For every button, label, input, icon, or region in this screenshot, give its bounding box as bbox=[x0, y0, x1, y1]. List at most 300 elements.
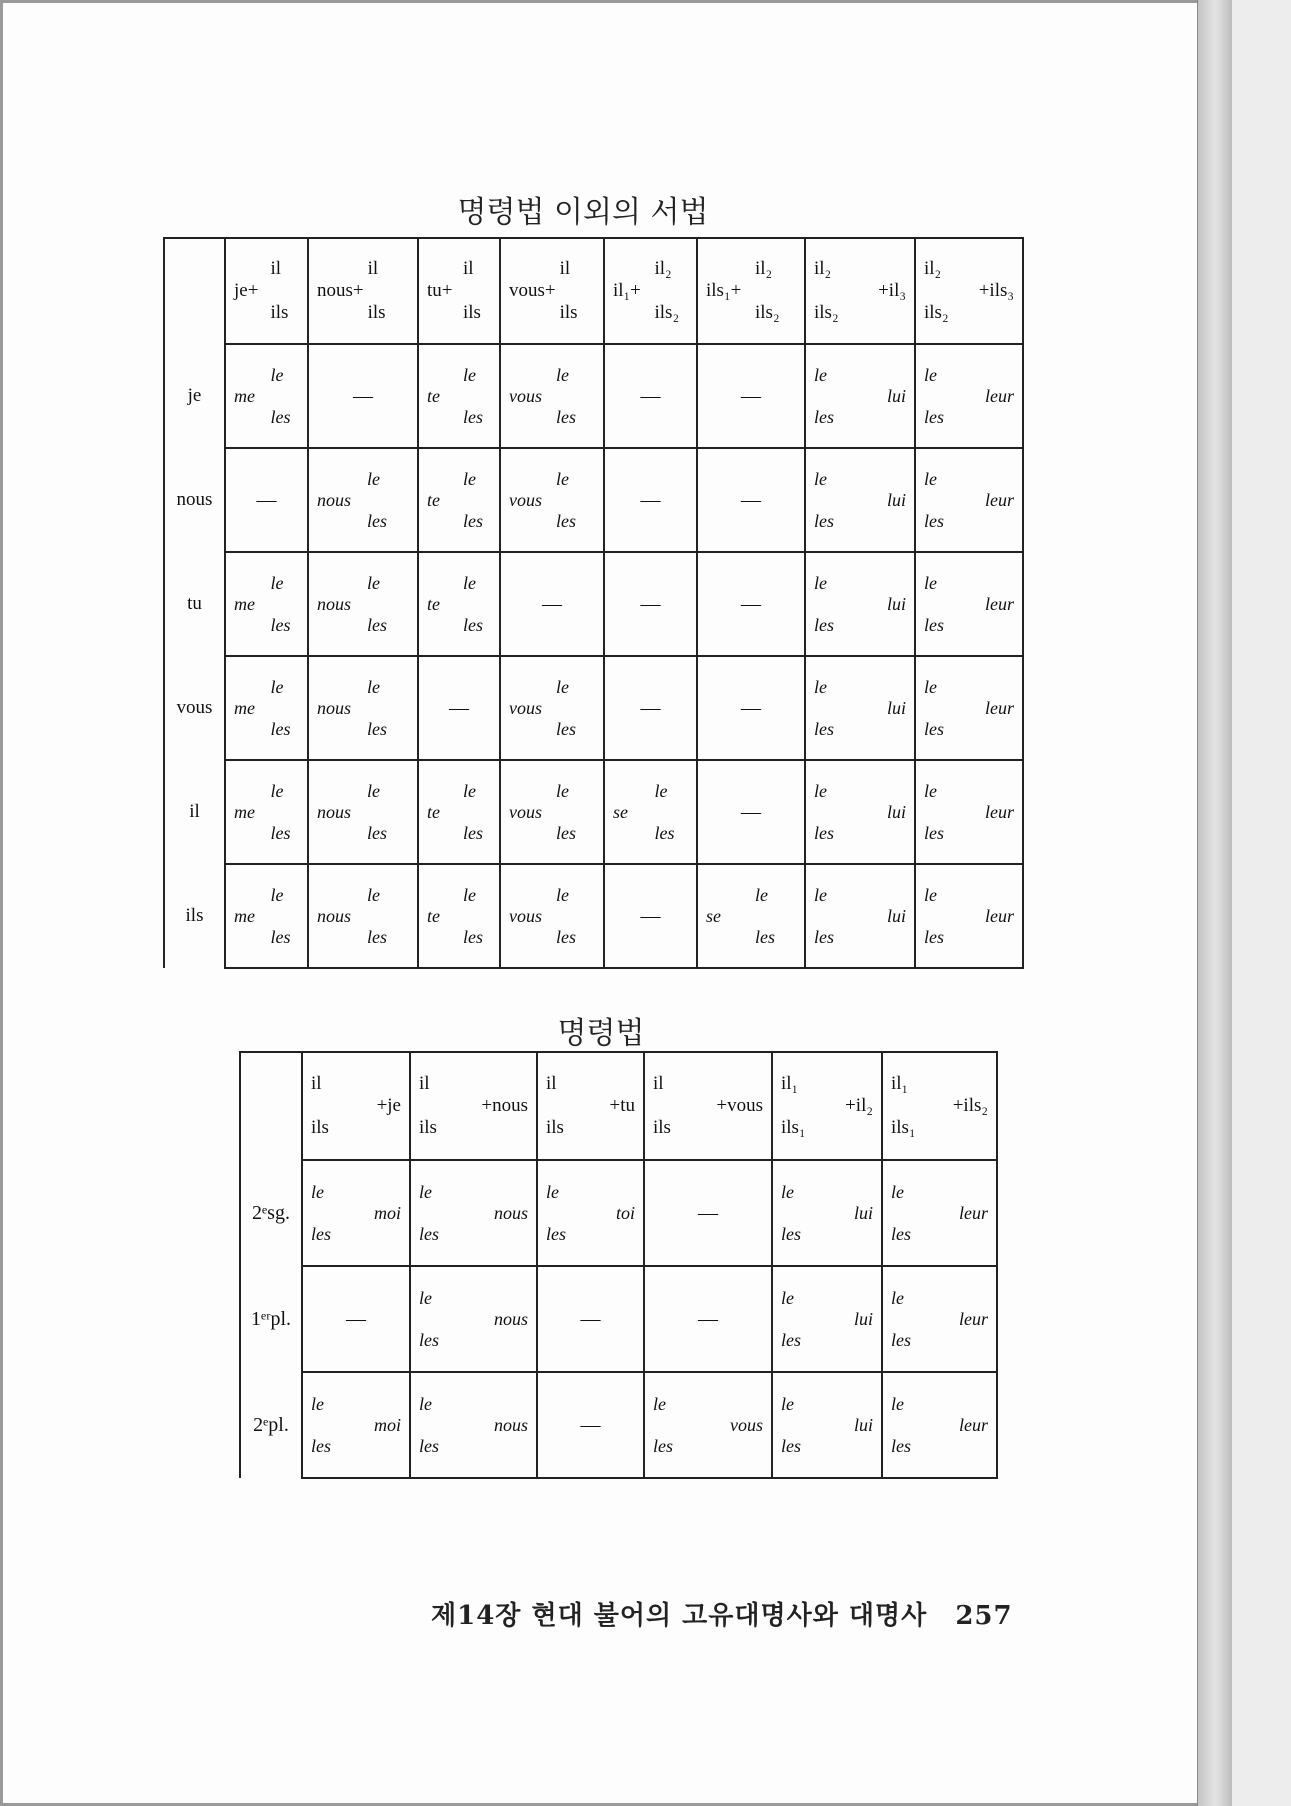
pronoun-top: le bbox=[367, 780, 380, 801]
table-cell bbox=[418, 448, 500, 552]
table-cell bbox=[418, 864, 500, 968]
column-header bbox=[772, 1052, 882, 1160]
header-main: je+ bbox=[234, 280, 259, 301]
table-cell bbox=[604, 344, 697, 448]
row-label: je bbox=[164, 344, 225, 448]
pronoun-bottom: les bbox=[924, 510, 944, 531]
table-cell bbox=[697, 448, 805, 552]
row-label: 2ᵉsg. bbox=[240, 1160, 302, 1266]
table1-title: 명령법 이외의 서법 bbox=[457, 195, 709, 230]
header-top: il bbox=[463, 258, 474, 279]
column-header bbox=[882, 1052, 997, 1160]
column-header bbox=[225, 238, 308, 344]
table-row bbox=[240, 1160, 997, 1266]
pronoun-bottom: les bbox=[463, 926, 483, 947]
table-cell bbox=[604, 864, 697, 968]
table-cell bbox=[805, 552, 915, 656]
pronoun-top: le bbox=[270, 884, 284, 905]
header-bottom: ils bbox=[463, 302, 481, 323]
pronoun-top: le bbox=[546, 1181, 559, 1202]
table-cell bbox=[302, 1160, 410, 1266]
dash-mark: — bbox=[640, 904, 661, 927]
header-bottom: ils bbox=[367, 302, 386, 323]
table-cell bbox=[805, 864, 915, 968]
pronoun-bottom: les bbox=[924, 822, 944, 843]
column-header bbox=[302, 1052, 410, 1160]
pronoun-main: vous bbox=[509, 905, 542, 926]
pronoun-bottom: les bbox=[270, 926, 291, 947]
header-bottom: ils bbox=[311, 1117, 329, 1138]
header-bottom: ils₂ bbox=[755, 302, 780, 323]
pronoun-top: le bbox=[367, 676, 380, 697]
pronoun-top: le bbox=[556, 468, 569, 489]
pronoun-top: le bbox=[814, 468, 827, 489]
pronoun-bottom: les bbox=[556, 718, 576, 739]
chapter-title: 제14장 현대 불어의 고유대명사와 대명사 bbox=[431, 1601, 928, 1631]
table-cell bbox=[500, 448, 604, 552]
corner-cell bbox=[240, 1052, 302, 1160]
pronoun-bottom: les bbox=[924, 614, 944, 635]
table-row bbox=[164, 656, 1023, 760]
table-cell bbox=[915, 864, 1023, 968]
header-main: +vous bbox=[716, 1095, 763, 1116]
header-top: il bbox=[559, 258, 571, 279]
row-label: vous bbox=[164, 656, 225, 760]
pronoun-main: me bbox=[234, 385, 255, 406]
table-cell bbox=[772, 1372, 882, 1478]
pronoun-top: le bbox=[419, 1287, 432, 1308]
dash-mark: — bbox=[741, 384, 761, 407]
dash-mark: — bbox=[256, 488, 277, 511]
dash-mark: — bbox=[353, 384, 373, 407]
pronoun-top: le bbox=[814, 676, 827, 697]
header-row bbox=[164, 238, 1023, 344]
header-bottom: ils bbox=[559, 302, 578, 323]
pronoun-main: se bbox=[613, 801, 628, 822]
pronoun-bottom: les bbox=[463, 614, 483, 635]
pronoun-bottom: les bbox=[924, 926, 944, 947]
pronoun-top: le bbox=[924, 884, 937, 905]
pronoun-bottom: les bbox=[556, 926, 576, 947]
non-imperative-table bbox=[163, 237, 1024, 969]
pronoun-bottom: les bbox=[814, 822, 834, 843]
dash-mark: — bbox=[449, 696, 469, 719]
header-top: il₂ bbox=[654, 258, 672, 279]
table-cell bbox=[500, 864, 604, 968]
pronoun-top: le bbox=[419, 1393, 432, 1414]
row-label: tu bbox=[164, 552, 225, 656]
header-main: ils₁+ bbox=[706, 280, 742, 301]
pronoun-bottom: les bbox=[270, 614, 291, 635]
table-cell bbox=[915, 656, 1023, 760]
dash-mark: — bbox=[640, 592, 661, 615]
pronoun-top: le bbox=[556, 884, 569, 905]
pronoun-main: leur bbox=[985, 905, 1014, 926]
pronoun-bottom: les bbox=[367, 718, 387, 739]
table-cell bbox=[225, 344, 308, 448]
pronoun-bottom: les bbox=[781, 1329, 801, 1350]
table-cell bbox=[418, 656, 500, 760]
pronoun-top: le bbox=[924, 572, 937, 593]
table-cell bbox=[537, 1266, 644, 1372]
pronoun-bottom: les bbox=[891, 1329, 911, 1350]
pronoun-bottom: les bbox=[781, 1435, 801, 1456]
header-bottom: ils bbox=[270, 302, 289, 323]
table2-title: 명령법 bbox=[557, 1016, 645, 1051]
table-row bbox=[164, 344, 1023, 448]
pronoun-bottom: les bbox=[367, 926, 387, 947]
pronoun-main: te bbox=[427, 593, 440, 614]
pronoun-main: lui bbox=[886, 489, 906, 510]
pronoun-bottom: les bbox=[781, 1223, 801, 1244]
row-label: ils bbox=[164, 864, 225, 968]
table-cell bbox=[882, 1160, 997, 1266]
pronoun-top: le bbox=[653, 1393, 666, 1414]
pronoun-main: lui bbox=[853, 1202, 873, 1223]
table-cell bbox=[805, 448, 915, 552]
table-cell bbox=[805, 760, 915, 864]
table-row bbox=[240, 1372, 997, 1478]
pronoun-main: lui bbox=[886, 697, 906, 718]
dash-mark: — bbox=[346, 1307, 366, 1330]
row-label: nous bbox=[164, 448, 225, 552]
pronoun-top: le bbox=[814, 780, 827, 801]
pronoun-top: le bbox=[924, 468, 937, 489]
dash-mark: — bbox=[580, 1307, 601, 1330]
pronoun-top: le bbox=[463, 572, 476, 593]
pronoun-bottom: les bbox=[367, 510, 387, 531]
table-cell bbox=[302, 1372, 410, 1478]
pronoun-main: leur bbox=[985, 801, 1014, 822]
pronoun-top: le bbox=[311, 1393, 324, 1414]
pronoun-main: nous bbox=[493, 1414, 528, 1435]
header-top: il bbox=[311, 1073, 322, 1094]
table-cell bbox=[882, 1372, 997, 1478]
pronoun-main: te bbox=[427, 801, 440, 822]
dash-mark: — bbox=[698, 1201, 718, 1224]
pronoun-bottom: les bbox=[419, 1329, 439, 1350]
pronoun-bottom: les bbox=[311, 1223, 331, 1244]
pronoun-main: moi bbox=[374, 1202, 401, 1223]
table-cell bbox=[915, 552, 1023, 656]
column-header bbox=[410, 1052, 537, 1160]
column-header bbox=[604, 238, 697, 344]
pronoun-top: le bbox=[419, 1181, 432, 1202]
pronoun-top: le bbox=[891, 1287, 904, 1308]
header-bottom: ils₂ bbox=[924, 302, 949, 323]
header-top: il₁ bbox=[781, 1073, 799, 1094]
pronoun-top: le bbox=[463, 364, 476, 385]
header-bottom: ils₁ bbox=[891, 1117, 916, 1138]
table-cell bbox=[604, 656, 697, 760]
table-row bbox=[240, 1266, 997, 1372]
table-cell bbox=[915, 760, 1023, 864]
table-cell bbox=[418, 552, 500, 656]
header-bottom: ils₂ bbox=[814, 302, 839, 323]
table-row bbox=[164, 864, 1023, 968]
pronoun-top: le bbox=[556, 780, 569, 801]
table-cell bbox=[308, 656, 418, 760]
table-cell bbox=[644, 1160, 772, 1266]
pronoun-bottom: les bbox=[270, 822, 291, 843]
table-cell bbox=[225, 448, 308, 552]
header-main: nous+ bbox=[317, 280, 364, 301]
pronoun-bottom: les bbox=[891, 1435, 911, 1456]
table-cell bbox=[697, 656, 805, 760]
dash-mark: — bbox=[580, 1413, 601, 1436]
column-header bbox=[805, 238, 915, 344]
pronoun-main: lui bbox=[853, 1414, 873, 1435]
pronoun-top: le bbox=[463, 884, 476, 905]
row-label: 1ᵉʳpl. bbox=[240, 1266, 302, 1372]
column-header bbox=[644, 1052, 772, 1160]
table-cell bbox=[225, 656, 308, 760]
table-cell bbox=[915, 344, 1023, 448]
pronoun-top: le bbox=[781, 1181, 794, 1202]
pronoun-top: le bbox=[891, 1393, 904, 1414]
pronoun-top: le bbox=[463, 780, 476, 801]
header-top: il bbox=[653, 1073, 664, 1094]
pronoun-bottom: les bbox=[367, 614, 387, 635]
pronoun-main: lui bbox=[886, 801, 906, 822]
pronoun-bottom: les bbox=[270, 718, 291, 739]
pronoun-top: le bbox=[924, 780, 937, 801]
pronoun-bottom: les bbox=[419, 1435, 439, 1456]
header-main: +ils₂ bbox=[952, 1095, 988, 1116]
pronoun-bottom: les bbox=[556, 406, 576, 427]
pronoun-top: le bbox=[311, 1181, 324, 1202]
table-cell bbox=[697, 552, 805, 656]
column-header bbox=[915, 238, 1023, 344]
header-top: il bbox=[546, 1073, 557, 1094]
dash-mark: — bbox=[640, 488, 661, 511]
pronoun-main: leur bbox=[959, 1414, 988, 1435]
pronoun-top: le bbox=[781, 1287, 794, 1308]
table-cell bbox=[537, 1372, 644, 1478]
table-cell bbox=[805, 344, 915, 448]
header-bottom: ils₂ bbox=[654, 302, 680, 323]
pronoun-main: te bbox=[427, 489, 440, 510]
pronoun-main: vous bbox=[730, 1414, 763, 1435]
pronoun-top: le bbox=[814, 572, 827, 593]
pronoun-main: me bbox=[234, 593, 255, 614]
column-header bbox=[308, 238, 418, 344]
header-top: il bbox=[270, 258, 282, 279]
pronoun-bottom: les bbox=[556, 510, 576, 531]
table-cell bbox=[225, 552, 308, 656]
pronoun-bottom: les bbox=[463, 510, 483, 531]
pronoun-bottom: les bbox=[924, 718, 944, 739]
pronoun-main: vous bbox=[509, 697, 542, 718]
pronoun-top: le bbox=[654, 780, 668, 801]
pronoun-top: le bbox=[367, 468, 380, 489]
dash-mark: — bbox=[698, 1307, 718, 1330]
page-number: 257 bbox=[955, 1601, 1013, 1631]
header-main: il₁+ bbox=[613, 280, 641, 301]
table-row bbox=[164, 552, 1023, 656]
pronoun-top: le bbox=[556, 364, 569, 385]
table-cell bbox=[500, 552, 604, 656]
pronoun-main: nous bbox=[493, 1202, 528, 1223]
dash-mark: — bbox=[741, 592, 761, 615]
pronoun-main: nous bbox=[317, 489, 352, 510]
pronoun-main: me bbox=[234, 905, 255, 926]
table-cell bbox=[410, 1266, 537, 1372]
pronoun-top: le bbox=[891, 1181, 904, 1202]
pronoun-bottom: les bbox=[814, 510, 834, 531]
pronoun-bottom: les bbox=[311, 1435, 331, 1456]
header-top: il₂ bbox=[814, 258, 832, 279]
pronoun-main: nous bbox=[317, 905, 352, 926]
pronoun-bottom: les bbox=[419, 1223, 439, 1244]
pronoun-main: te bbox=[427, 385, 440, 406]
pronoun-main: nous bbox=[317, 593, 352, 614]
pronoun-main: vous bbox=[509, 489, 542, 510]
header-bottom: ils bbox=[546, 1117, 564, 1138]
dash-mark: — bbox=[640, 384, 661, 407]
pronoun-top: le bbox=[814, 884, 827, 905]
header-bottom: ils bbox=[653, 1117, 671, 1138]
table-row bbox=[164, 448, 1023, 552]
pronoun-main: nous bbox=[317, 801, 352, 822]
pronoun-bottom: les bbox=[270, 406, 291, 427]
pronoun-top: le bbox=[814, 364, 827, 385]
table-cell bbox=[644, 1266, 772, 1372]
pronoun-main: se bbox=[706, 905, 721, 926]
column-header bbox=[697, 238, 805, 344]
table-cell bbox=[500, 656, 604, 760]
table-cell bbox=[308, 760, 418, 864]
pronoun-top: le bbox=[924, 364, 937, 385]
table-cell bbox=[697, 760, 805, 864]
header-bottom: ils bbox=[419, 1117, 437, 1138]
column-header bbox=[537, 1052, 644, 1160]
table-cell bbox=[500, 344, 604, 448]
corner-cell bbox=[164, 238, 225, 344]
pronoun-bottom: les bbox=[367, 822, 387, 843]
pronoun-top: le bbox=[367, 884, 380, 905]
header-bottom: ils₁ bbox=[781, 1117, 806, 1138]
table-cell bbox=[308, 864, 418, 968]
table-cell bbox=[500, 760, 604, 864]
header-main: +ils₃ bbox=[978, 280, 1014, 301]
table-cell bbox=[772, 1160, 882, 1266]
pronoun-top: le bbox=[463, 468, 476, 489]
pronoun-bottom: les bbox=[814, 718, 834, 739]
pronoun-main: leur bbox=[985, 593, 1014, 614]
dash-mark: — bbox=[542, 592, 562, 615]
header-top: il₂ bbox=[755, 258, 773, 279]
pronoun-bottom: les bbox=[653, 1435, 673, 1456]
table-cell bbox=[410, 1160, 537, 1266]
table-cell bbox=[302, 1266, 410, 1372]
table-cell bbox=[418, 760, 500, 864]
table-cell bbox=[225, 864, 308, 968]
dash-mark: — bbox=[741, 800, 761, 823]
pronoun-bottom: les bbox=[654, 822, 675, 843]
table-cell bbox=[772, 1266, 882, 1372]
header-main: +il₃ bbox=[878, 280, 906, 301]
pronoun-main: moi bbox=[374, 1414, 401, 1435]
table-cell bbox=[225, 760, 308, 864]
pronoun-bottom: les bbox=[556, 822, 576, 843]
table-cell bbox=[882, 1266, 997, 1372]
pronoun-top: le bbox=[781, 1393, 794, 1414]
pronoun-top: le bbox=[270, 676, 284, 697]
table-cell bbox=[697, 864, 805, 968]
pronoun-bottom: les bbox=[924, 406, 944, 427]
table-cell bbox=[308, 448, 418, 552]
pronoun-main: leur bbox=[985, 489, 1014, 510]
table-cell bbox=[805, 656, 915, 760]
pronoun-bottom: les bbox=[546, 1223, 566, 1244]
header-main: vous+ bbox=[509, 280, 556, 301]
header-row bbox=[240, 1052, 997, 1160]
pronoun-main: me bbox=[234, 801, 255, 822]
pronoun-main: nous bbox=[493, 1308, 528, 1329]
table-cell bbox=[915, 448, 1023, 552]
header-main: +je bbox=[376, 1095, 401, 1116]
pronoun-main: leur bbox=[959, 1308, 988, 1329]
row-label: il bbox=[164, 760, 225, 864]
pronoun-main: te bbox=[427, 905, 440, 926]
pronoun-bottom: les bbox=[463, 822, 483, 843]
pronoun-main: lui bbox=[853, 1308, 873, 1329]
header-main: +il₂ bbox=[845, 1095, 873, 1116]
header-top: il bbox=[367, 258, 379, 279]
header-main: +nous bbox=[481, 1095, 528, 1116]
table-cell bbox=[410, 1372, 537, 1478]
pronoun-bottom: les bbox=[463, 406, 483, 427]
header-top: il₂ bbox=[924, 258, 942, 279]
header-top: il bbox=[419, 1073, 430, 1094]
table-cell bbox=[604, 760, 697, 864]
pronoun-main: leur bbox=[985, 697, 1014, 718]
pronoun-main: me bbox=[234, 697, 255, 718]
pronoun-main: lui bbox=[886, 385, 906, 406]
pronoun-bottom: les bbox=[814, 614, 834, 635]
page-footer bbox=[431, 1595, 1013, 1632]
table-cell bbox=[537, 1160, 644, 1266]
dash-mark: — bbox=[741, 488, 761, 511]
pronoun-main: toi bbox=[615, 1202, 635, 1223]
pronoun-bottom: les bbox=[814, 406, 834, 427]
pronoun-bottom: les bbox=[891, 1223, 911, 1244]
column-header bbox=[500, 238, 604, 344]
pronoun-main: vous bbox=[509, 385, 542, 406]
table-cell bbox=[644, 1372, 772, 1478]
page-edge bbox=[1197, 0, 1232, 1806]
pronoun-main: nous bbox=[317, 697, 352, 718]
table-cell bbox=[604, 448, 697, 552]
pronoun-main: lui bbox=[886, 905, 906, 926]
pronoun-top: le bbox=[367, 572, 380, 593]
table-cell bbox=[308, 552, 418, 656]
table-cell bbox=[697, 344, 805, 448]
table-cell bbox=[604, 552, 697, 656]
pronoun-main: leur bbox=[959, 1202, 988, 1223]
column-header bbox=[418, 238, 500, 344]
dash-mark: — bbox=[640, 696, 661, 719]
pronoun-bottom: les bbox=[814, 926, 834, 947]
header-main: tu+ bbox=[427, 280, 453, 301]
pronoun-main: vous bbox=[509, 801, 542, 822]
table-row bbox=[164, 760, 1023, 864]
pronoun-top: le bbox=[270, 364, 284, 385]
table-cell bbox=[308, 344, 418, 448]
pronoun-top: le bbox=[924, 676, 937, 697]
pronoun-main: leur bbox=[985, 385, 1014, 406]
